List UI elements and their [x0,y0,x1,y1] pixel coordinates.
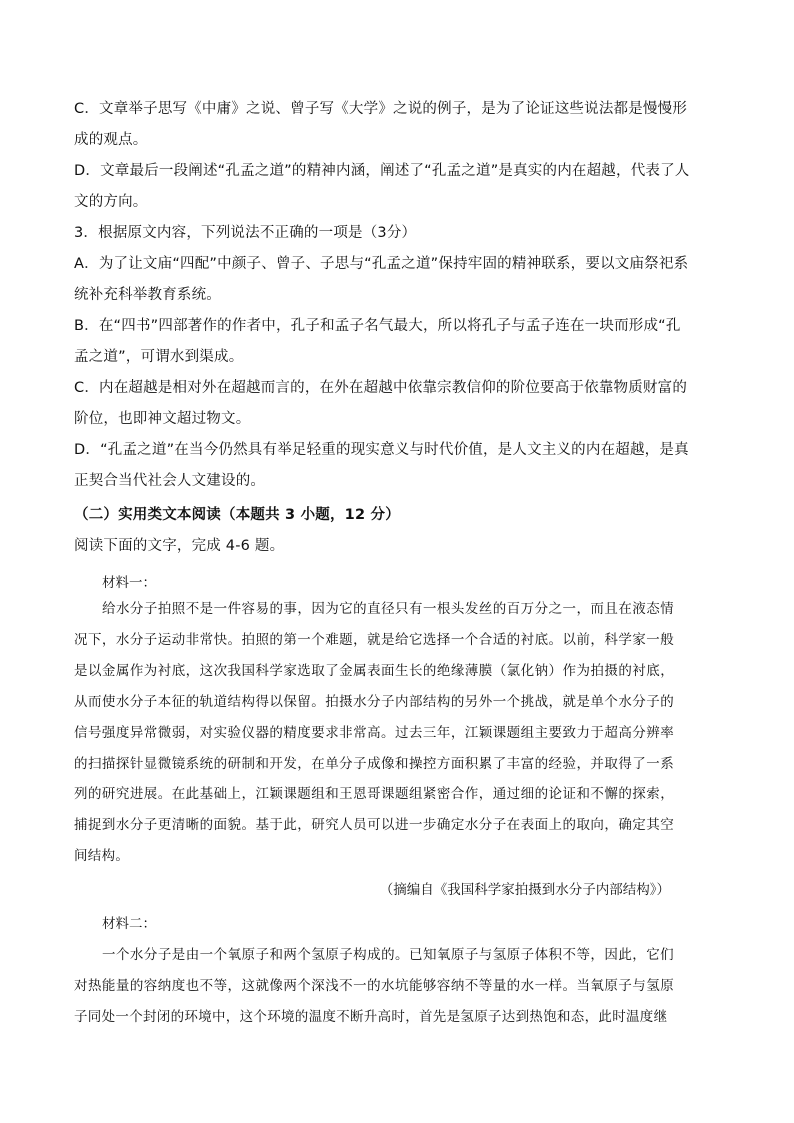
material-1-label: 材料一： [102,575,156,591]
question-3-option-c: C．内在超越是相对外在超越而言的，在外在超越中依靠宗教信仰的阶位要高于依靠物质财富的阶位，也即神文超过物文。 [74,380,688,427]
question-3-option-a: A．为了让文庙“四配”中颜子、曾子、子思与“孔孟之道”保持牢固的精神联系，要以文庙祭祀系统补充科举教育系统。 [74,256,689,303]
question-3-stem: 3．根据原文内容，下列说法不正确的一项是（3分） [74,225,417,241]
section-2-instruction: 阅读下面的文字，完成 4-6 题。 [74,538,285,554]
section-2-heading: （二）实用类文本阅读（本题共 3 小题，12 分） [74,507,400,523]
material-1-source: （摘编自《我国科学家拍摄到水分子内部结构》） [379,882,670,898]
question-3-option-d: D．“孔孟之道”在当今仍然具有举足轻重的现实意义与时代价值，是人文主义的内在超越，是真正契合当代社会人文建设的。 [74,442,689,489]
option-c-q2: C．文章举子思写《中庸》之说、曾子写《大学》之说的例子，是为了论证这些说法都是慢慢形成的观点。 [74,101,688,148]
material-2-label: 材料二： [102,916,156,932]
question-3-option-b: B．在“四书”四部著作的作者中，孔子和孟子名气最大，所以将孔子与孟子连在一块而形成“孔孟之道”，可谓水到渠成。 [74,318,681,365]
material-2-text: 一个水分子是由一个氧原子和两个氢原子构成的。已知氧原子与氢原子体积不等，因此，它们对热能量的容纳度也不等，这就像两个深浅不一的水坑能够容纳不等量的水一样。当氧原子与氢原子同处一个封闭的环境中，这个环境的温度不断升高时，首先是氢原子达到热饱和态，此时温度继 [74,947,674,1025]
option-d-q2: D．文章最后一段阐述“孔孟之道”的精神内涵，阐述了“孔孟之道”是真实的内在超越，代表了人文的方向。 [74,163,690,210]
material-1-text: 给水分子拍照不是一件容易的事，因为它的直径只有一根头发丝的百万分之一，而且在液态情况下，水分子运动非常快。拍照的第一个难题，就是给它选择一个合适的衬底。以前，科学家一般是以金属作为衬底，这次我国科学家选取了金属表面生长的绝缘薄膜（氯化钠）作为拍摄的衬底，从而使水分子本征的轨道结构得以保留。拍摄水分子内部结构的另外一个挑战，就是单个水分子的信号强度异常微弱，对实验仪器的精度要求非常高。过去三年，江颖课题组主要致力于超高分辨率的扫描探针显微镜系统的研制和开发，在单分子成像和操控方面积累了丰富的经验，并取得了一系列的研究进展。在此基础上，江颖课题组和王恩哥课题组紧密合作，通过细的论证和不懈的探索，捕捉到水分子更清晰的面貌。基于此，研究人员可以进一步确定水分子在表面上的取向，确定其空间结构。 [74,601,674,865]
